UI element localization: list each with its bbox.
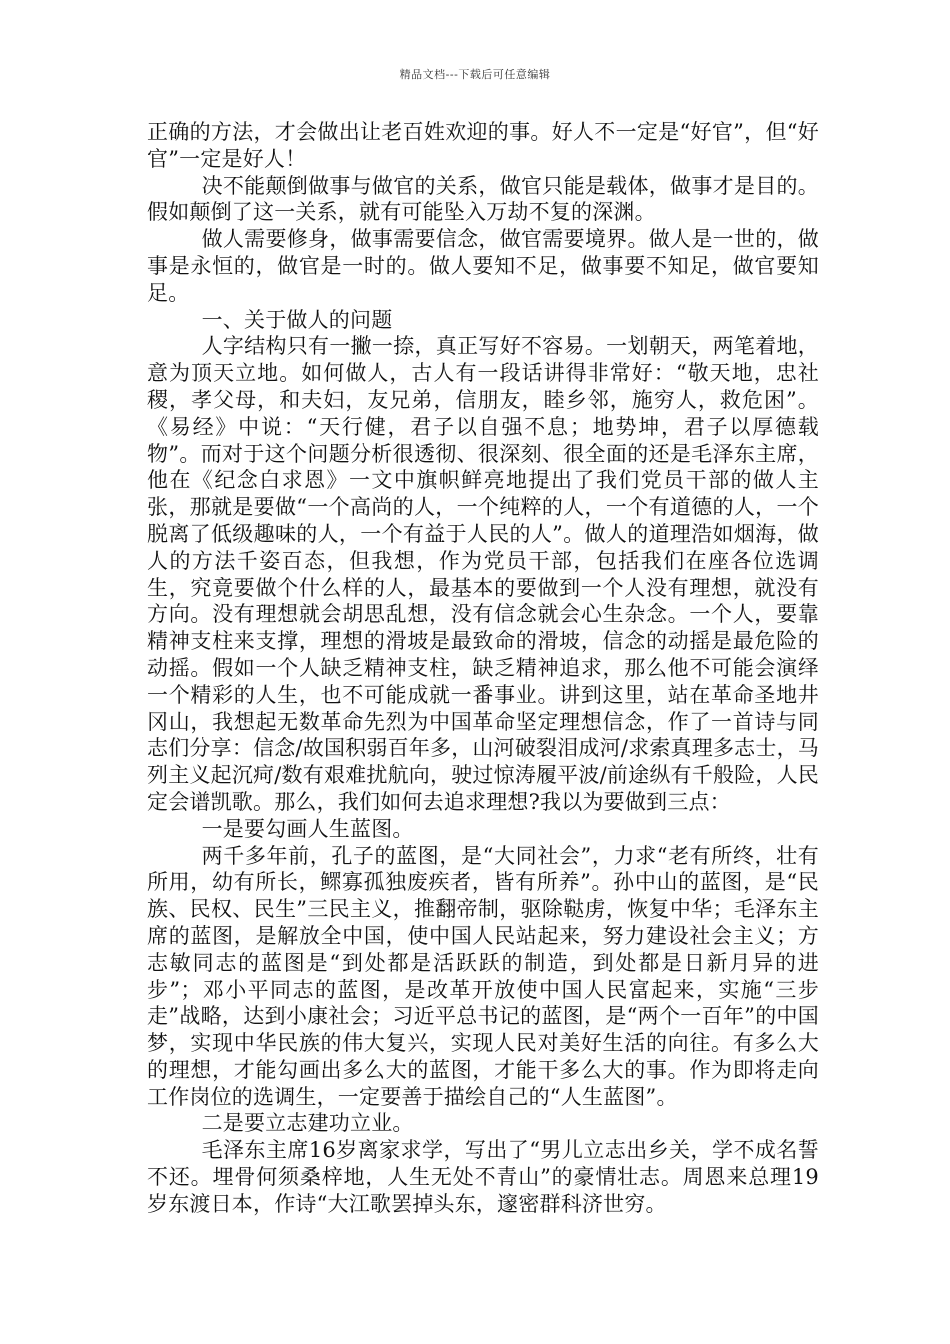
document-body — [147, 119, 819, 1218]
paragraph-blueprints: 两千多年前，孔子的蓝图，是“大同社会”，力求“老有所终，壮有所用，幼有所长，鳏寡孤独废疾者，皆有所养”。孙中山的蓝图，是“民族、民权、民生”三民主义，推翻帝制，驱除鞑虏，恢复中华；毛泽东主席的蓝图，是解放全中国，使中国人民站起来，努力建设社会主义；方志敏同志的蓝图是“到处都是活跃跃的制造，到处都是日新月异的进步”；邓小平同志的蓝图，是改革开放使中国人民富起来，实施“三步走”战略，达到小康社会；习近平总书记的蓝图，是“两个一百年”的中国梦，实现中华民族的伟大复兴，实现人民对美好生活的向往。有多么大的理想，才能勾画出多么大的蓝图，才能干多么大的事。作为即将走向工作岗位的选调生，一定要善于描绘自己的“人生蓝图”。 — [147, 843, 819, 1109]
page-header: 精品文档---下载后可任意编辑 — [399, 68, 551, 81]
paragraph-work-and-office: 决不能颠倒做事与做官的关系，做官只能是载体，做事才是目的。假如颠倒了这一关系，就有可能坠入万劫不复的深渊。 — [147, 173, 819, 225]
paragraph-ambition: 毛泽东主席16岁离家求学，写出了“男儿立志出乡关，学不成名誓不还。埋骨何须桑梓地，人生无处不青山”的豪情壮志。周恩来总理19岁东渡日本，作诗“大江歌罢掉头东，邃密群科济世穷。 — [147, 1138, 819, 1216]
point-heading-blueprint: 一是要勾画人生蓝图。 — [201, 816, 414, 841]
section-heading-conduct: 一、关于做人的问题 — [201, 307, 393, 332]
paragraph-self-cultivation: 做人需要修身，做事需要信念，做官需要境界。做人是一世的，做事是永恒的，做官是一时的。做人要知不足，做事要不知足，做官要知足。 — [147, 227, 819, 305]
point-heading-ambition: 二是要立志建功立业。 — [201, 1111, 414, 1136]
paragraph-continuation: 正确的方法，才会做出让老百姓欢迎的事。好人不一定是“好官”，但“好官”一定是好人！ — [147, 120, 819, 171]
paragraph-how-to-be-a-person: 人字结构只有一撇一捺，真正写好不容易。一划朝天，两笔着地，意为顶天立地。如何做人，古人有一段话讲得非常好：“敬天地，忠社稷，孝父母，和夫妇，友兄弟，信朋友，睦乡邻，施穷人，救危困”。《易经》中说：“天行健，君子以自强不息；地势坤，君子以厚德载物”。而对于这个问题分析很透彻、很深刻、很全面的还是毛泽东主席，他在《纪念白求恩》一文中旗帜鲜亮地提出了我们党员干部的做人主张，那就是要做“一个高尚的人，一个纯粹的人，一个有道德的人，一个脱离了低级趣味的人，一个有益于人民的人”。做人的道理浩如烟海，做人的方法千姿百态，但我想，作为党员干部，包括我们在座各位选调生，究竟要做个什么样的人，最基本的要做到一个人没有理想，就没有方向。没有理想就会胡思乱想，没有信念就会心生杂念。一个人，要靠精神支柱来支撑，理想的滑坡是最致命的滑坡，信念的动摇是最危险的动摇。假如一个人缺乏精神支柱，缺乏精神追求，那么他不可能会演绎一个精彩的人生，也不可能成就一番事业。讲到这里，站在革命圣地井冈山，我想起无数革命先烈为中国革命坚定理想信念，作了一首诗与同志们分享：信念/故国积弱百年多，山河破裂泪成河/求索真理多志士，马列主义起沉疴/数有艰难扰航向，驶过惊涛履平波/前途纵有千般险，人民定会谱凯歌。那么，我们如何去追求理想?我以为要做到三点： — [147, 334, 819, 814]
